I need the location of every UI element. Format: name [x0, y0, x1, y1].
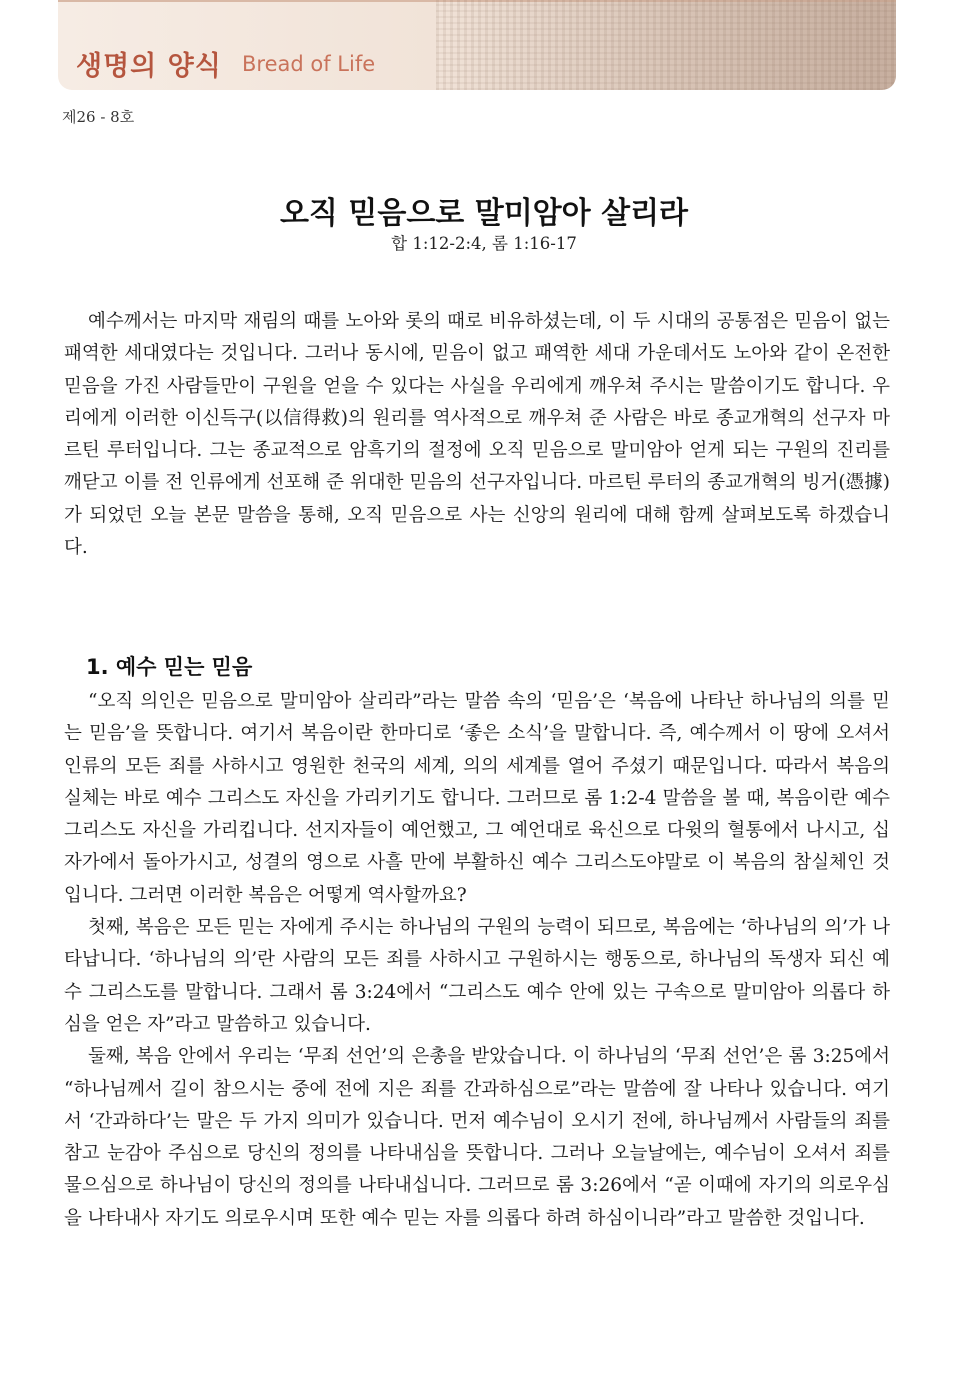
header-background-photo [436, 0, 896, 90]
section-heading: 1. 예수 믿는 믿음 [86, 655, 253, 679]
body-paragraph: “오직 의인은 믿음으로 말미암아 살리라”라는 말씀 속의 ‘믿음’은 ‘복음에 나타난 하나님의 의를 믿는 믿음’을 뜻합니다. 여기서 복음이란 한마디로 ‘좋은 소식’을 말합니다. 즉, 예수께서 이 땅에 오셔서 인류의 모든 죄를 사하시고 영원한 천국의 세계, 의의 세계를 열어 주셨기 때문입니다. 따라서 복음의 실체는 바로 예수 그리스도 자신을 가리키기도 합니다. 그러므로 롬 1:2-4 말씀을 볼 때, 복음이란 예수 그리스도 자신을 가리킵니다. 선지자들이 예언했고, 그 예언대로 육신으로 다윗의 혈통에서 나시고, 십자가에서 돌아가시고, 성결의 영으로 사흘 만에 부활하신 예수 그리스도야말로 이 복음의 참실체인 것입니다. 그러면 이러한 복음은 어떻게 역사할까요? [64, 691, 890, 906]
body-paragraph: 첫째, 복음은 모든 믿는 자에게 주시는 하나님의 구원의 능력이 되므로, 복음에는 ‘하나님의 의’가 나타납니다. ‘하나님의 의’란 사람의 모든 죄를 사하시고 구원하시는 행동으로, 하나님의 독생자 되신 예수 그리스도를 말합니다. 그래서 롬 3:24에서 “그리스도 예수 안에 있는 구속으로 말미암아 의롭다 하심을 얻은 자”라고 말씀하고 있습니다. [64, 917, 890, 1035]
body-paragraph: 둘째, 복음 안에서 우리는 ‘무죄 선언’의 은총을 받았습니다. 이 하나님의 ‘무죄 선언’은 롬 3:25에서 “하나님께서 길이 참으시는 중에 전에 지은 죄를 간과하심으로”라는 말씀에 잘 나타나 있습니다. 여기서 ‘간과하다’는 말은 두 가지 의미가 있습니다. 먼저 예수님이 오시기 전에, 하나님께서 사람들의 죄를 참고 눈감아 주심으로 당신의 정의를 나타내심을 뜻합니다. 그러나 오늘날에는, 예수님이 오셔서 죄를 물으심으로 하나님이 당신의 정의를 나타내십니다. 그러므로 롬 3:26에서 “곧 이때에 자기의 의로우심을 나타내사 자기도 의로우시며 또한 예수 믿는 자를 의롭다 하려 하심이니라”라고 말씀한 것입니다. [64, 1046, 890, 1229]
sermon-title: 오직 믿음으로 말미암아 살리라 [279, 196, 689, 231]
intro-section [64, 306, 890, 564]
intro-paragraph: 예수께서는 마지막 재림의 때를 노아와 롯의 때로 비유하셨는데, 이 두 시대의 공통점은 믿음이 없는 패역한 세대였다는 것입니다. 그러나 동시에, 믿음이 없고 패역한 세대 가운데서도 노아와 같이 온전한 믿음을 가진 사람들만이 구원을 얻을 수 있다는 사실을 우리에게 깨우쳐 주시는 말씀이기도 합니다. 우리에게 이러한 이신득구(以信得救)의 원리를 역사적으로 깨우쳐 준 사람은 바로 종교개혁의 선구자 마르틴 루터입니다. 그는 종교적으로 암흑기의 절정에 오직 믿음으로 말미암아 얻게 되는 구원의 진리를 깨닫고 이를 전 인류에게 선포해 준 위대한 믿음의 선구자입니다. 마르틴 루터의 종교개혁의 빙거(憑據)가 되었던 오늘 본문 말씀을 통해, 오직 믿음으로 사는 신앙의 원리에 대해 함께 살펴보도록 하겠습니다. [64, 311, 890, 559]
brand-title-korean: 생명의 양식 [76, 51, 222, 82]
page-header [58, 0, 896, 90]
section-body [64, 686, 890, 1235]
brand-title-english: Bread of Life [242, 52, 376, 76]
scripture-reference: 합 1:12-2:4, 롬 1:16-17 [391, 234, 577, 253]
issue-number: 제26 - 8호 [62, 108, 135, 126]
